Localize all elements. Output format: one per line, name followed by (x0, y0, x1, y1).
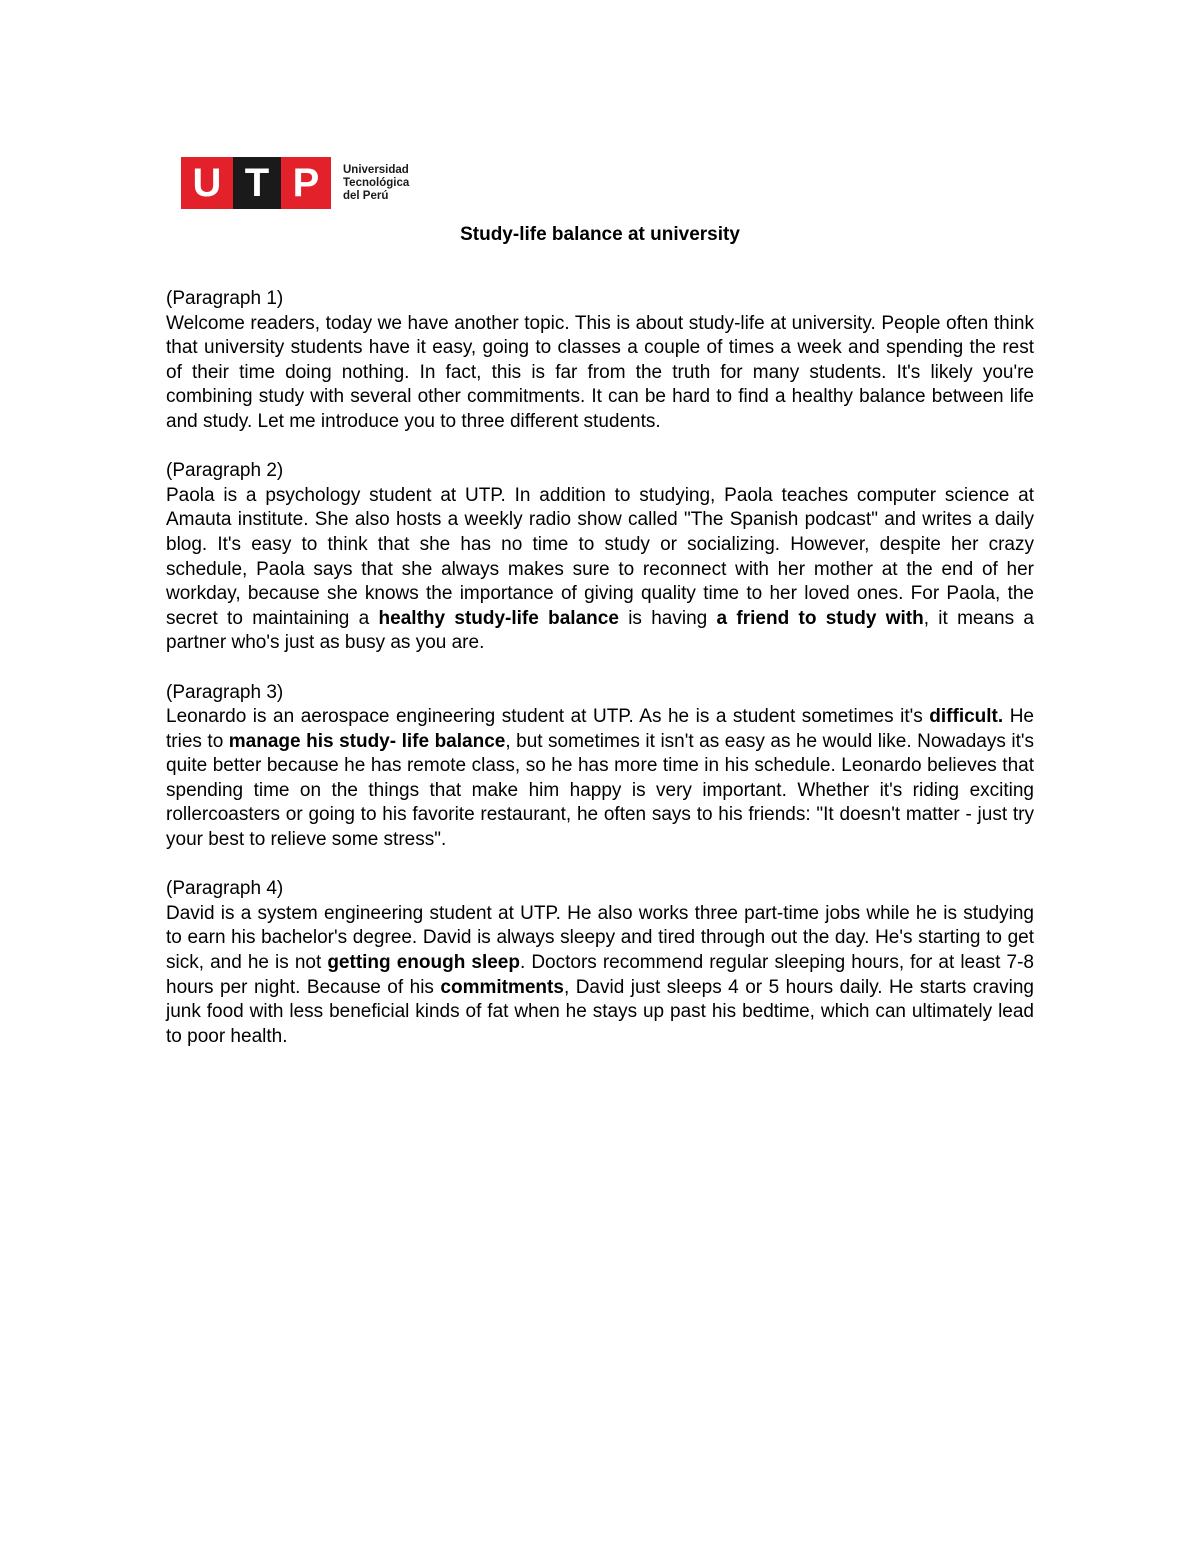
logo-wordmark (343, 164, 409, 203)
paragraph-label: (Paragraph 1) (166, 288, 284, 309)
text-run: , David just sleeps 4 or 5 hours daily. He starts craving junk food with less beneficial kinds of fat when he stays up past his bedtime, which can ultimately lead to poor health. (166, 976, 1035, 1047)
logo-text-line-1: Universidad (343, 163, 409, 176)
document-title: Study-life balance at university (460, 224, 740, 245)
paragraph-label: (Paragraph 4) (166, 878, 284, 900)
paragraph-label: (Paragraph 2) (166, 460, 284, 482)
logo-text-line-3: del Perú (343, 189, 389, 202)
text-run: Welcome readers, today we have another topic. This is about study-life at university. People often think that university students have it easy, going to classes a couple of times a week and spending the rest of their time doing nothing. In fact, this is far from the truth for many students. It's likely you're combining study with several other commitments. It can be hard to find a healthy balance between life and study. Let me introduce you to three different students. (166, 312, 1034, 432)
text-run: , it means a partner who's just as busy as you are. (166, 607, 1034, 654)
utp-logo (181, 157, 409, 209)
text-run: Paola is a psychology student at UTP. In addition to studying, Paola teaches computer science at Amauta institute. She also hosts a weekly radio show called "The Spanish podcast" and writes a daily blog. It's easy to think that she has no time to study or socializing. However, despite her crazy schedule, Paola says that she always makes sure to reconnect with her mother at the end of her workday, because she knows the importance of giving quality time to her loved ones. For Paola, the secret to maintaining a (166, 484, 1034, 629)
text-run: , but sometimes it isn't as easy as he would like. Nowadays it's quite better because he has remote class, so he has more time in his schedule. Leonardo believes that spending time on the things that make him happy is very important. Whether it's riding exciting rollercoasters or going to his favorite restaurant, he often says to his friends: "It doesn't matter - just try your best to relieve some stress". (166, 730, 1034, 851)
bold-phrase: a friend to study with (716, 607, 924, 629)
paragraph-text (166, 484, 1034, 656)
paragraph-4 (166, 877, 1034, 1049)
text-run: David is a system engineering student at UTP. He also works three part-time jobs while he is studying to earn his bachelor's degree. David is always sleepy and tired through out the day. He's starting to get sick, and he is not (166, 902, 1034, 974)
paragraph-3 (166, 681, 1034, 853)
bold-phrase: getting enough sleep (327, 952, 520, 974)
logo-letter-t: T (233, 157, 281, 209)
bold-phrase: manage his study- life balance (228, 730, 506, 752)
paragraph-text (166, 705, 1034, 853)
document-body (166, 287, 1034, 1074)
paragraph-2 (166, 459, 1034, 656)
text-run: He tries to (166, 706, 1034, 752)
bold-phrase: commitments (440, 976, 564, 998)
bold-phrase: difficult. (929, 706, 1004, 728)
logo-letter-u: U (181, 157, 233, 209)
paragraph-text (166, 902, 1034, 1050)
paragraph-label: (Paragraph 3) (166, 681, 284, 703)
logo-text-line-2: Tecnológica (343, 176, 410, 189)
text-run: . Doctors recommend regular sleeping hours, for at least 7-8 hours per night. Because of his (166, 952, 1034, 998)
paragraph-1 (166, 287, 1034, 435)
bold-phrase: healthy study-life balance (378, 607, 619, 629)
paragraph-text (166, 312, 1034, 435)
logo-letter-p: P (281, 157, 331, 209)
text-run: is having (618, 607, 717, 629)
text-run: Leonardo is an aerospace engineering student at UTP. As he is a student sometimes it's (166, 706, 930, 728)
utp-logo-mark (181, 157, 331, 209)
